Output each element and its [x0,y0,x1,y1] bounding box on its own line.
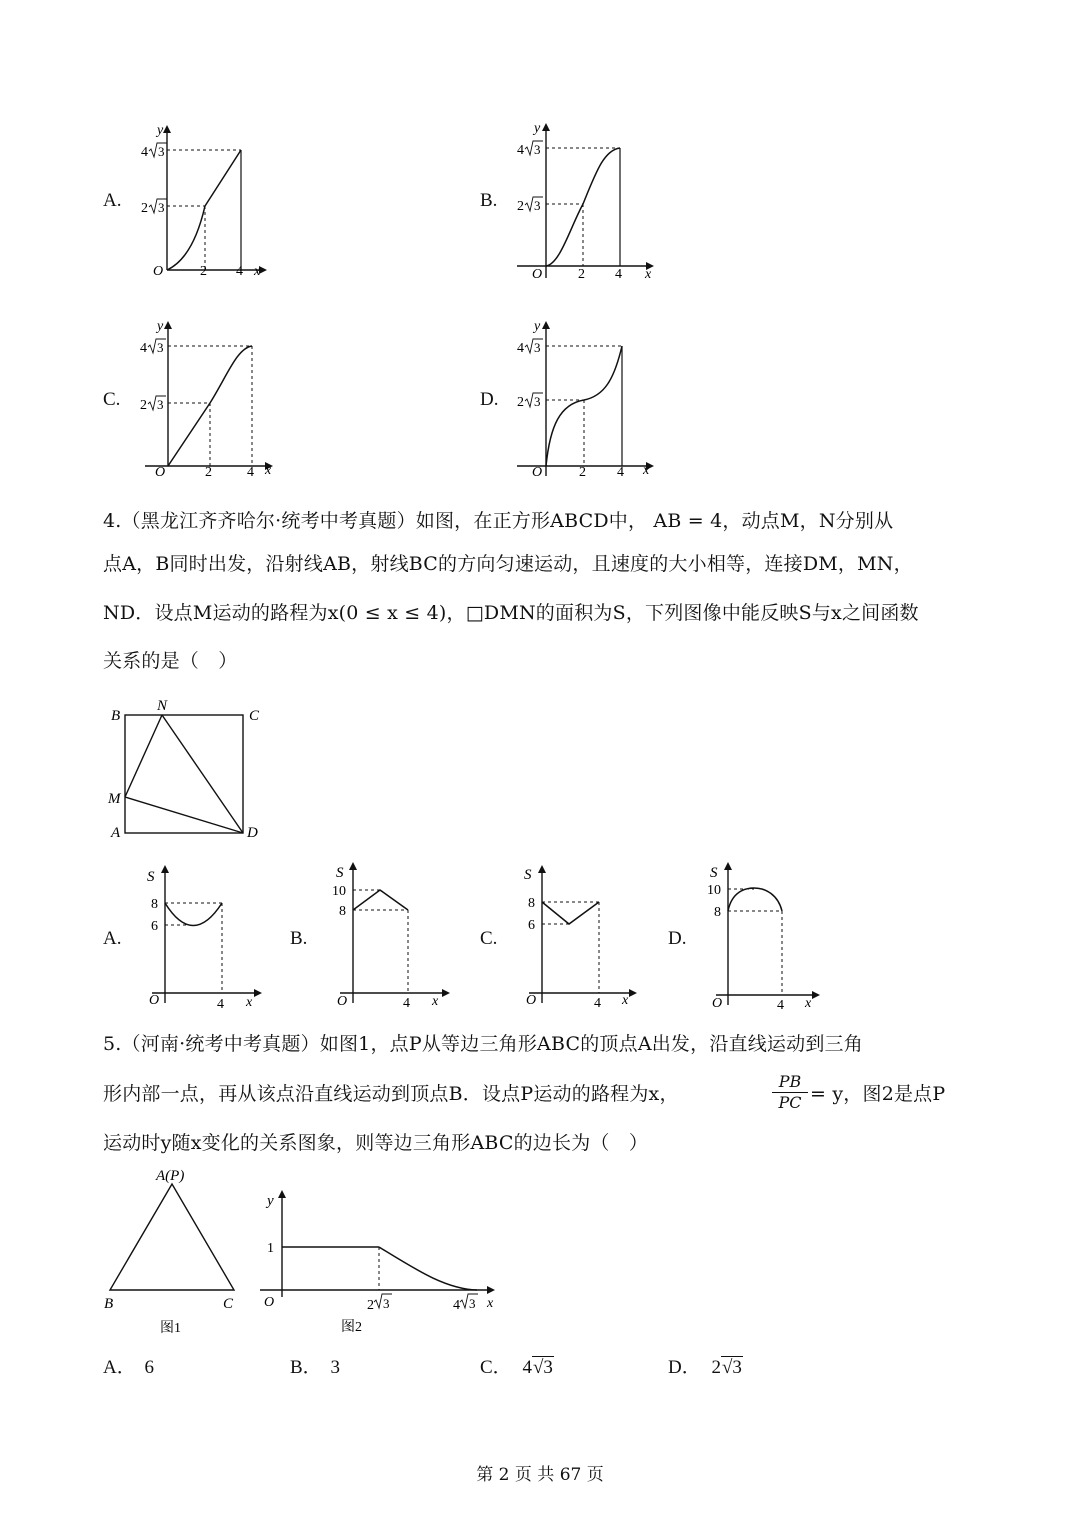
q5-option-c: C． 4√3 [480,1357,553,1378]
vertex-label-c: C [223,1296,234,1312]
tick-label: 6 [151,919,158,934]
tick-label: 3 [158,144,165,159]
q4-graph-b [328,855,453,1013]
vertex-label-c: C [249,708,260,724]
q3-option-c-label: C. [103,389,121,410]
tick-label: 1 [267,1241,274,1256]
vertex-label-a: A [111,825,121,841]
option-label: B． [290,1357,322,1378]
option-value: 3 [330,1357,340,1378]
figure-caption: 图2 [341,1320,362,1335]
q4-line-2: 点A，B同时出发，沿射线AB，射线BC的方向匀速运动，且速度的大小相等，连接DM，MN， [103,553,913,575]
y-axis-label: S [524,867,532,883]
origin-label: O [337,994,348,1009]
q3-graph-d [512,316,662,484]
q4-graph-d [704,855,829,1013]
tick-label: 10 [332,884,346,899]
y-axis-label: S [710,865,718,881]
q5-option-a [103,1352,154,1379]
origin-label: O [532,465,543,480]
tick-label: 4 [517,341,524,356]
q3-graph-b [512,118,662,286]
q4-option-d-label: D. [668,928,687,949]
q5-fraction [772,1072,808,1113]
y-axis-label: y [267,1193,274,1209]
tick-label: 2 [200,264,207,279]
q4-option-b-label: B. [290,928,308,949]
tick-label: 8 [714,905,721,920]
q5-line-3: 运动时y随x变化的关系图象，则等边三角形ABC的边长为（ ） [103,1132,649,1154]
option-label: A． [103,1357,136,1378]
x-axis-label: x [246,995,253,1010]
q4-option-c-label: C. [480,928,498,949]
tick-label: 3 [534,198,541,213]
x-axis-label: x [487,1296,494,1311]
q5-figure-1-triangle [100,1162,250,1342]
origin-label: O [532,267,543,282]
vertex-label-b: B [104,1296,114,1312]
q3-option-b-label: B. [480,190,498,211]
fraction-denominator: PC [772,1092,808,1113]
q4-square-figure [100,695,275,845]
tick-label: 2 [205,465,212,480]
q3-graph-c [135,316,280,484]
x-axis-label: x [643,463,650,478]
option-value: 2 [711,1357,721,1378]
y-axis-label: y [157,123,164,138]
option-value: 6 [144,1357,154,1378]
tick-label: 2 [517,395,524,410]
y-axis-label: S [336,865,344,881]
origin-label: O [526,993,537,1008]
q5-line-1: 5.（河南·统考中考真题）如图1，点P从等边三角形ABC的顶点A出发，沿直线运动到三角 [103,1033,863,1055]
tick-label: 3 [157,397,164,412]
tick-label: 3 [534,394,541,409]
tick-label: 2 [140,398,147,413]
tick-label: 8 [151,897,158,912]
page-footer: 第 2 页 共 67 页 [476,1465,604,1485]
tick-label: 2 [579,465,586,480]
x-axis-label: x [622,993,629,1008]
origin-label: O [264,1295,275,1310]
option-value: 4 [522,1357,532,1378]
tick-label: 10 [707,883,721,898]
tick-label: 3 [534,340,541,355]
figure-caption: 图1 [160,1321,181,1336]
tick-label: 3 [158,200,165,215]
tick-label: 4 [615,267,622,282]
x-axis-label: x [254,264,261,279]
x-axis-label: x [265,463,272,478]
tick-label: 4 [594,996,601,1011]
tick-label: 2 [517,199,524,214]
tick-label: 4 [453,1298,460,1313]
x-axis-label: x [645,267,652,282]
vertex-label-n: N [157,698,168,714]
tick-label: 4 [777,998,784,1013]
tick-label: 3 [383,1296,390,1311]
q5-line-2a: 形内部一点，再从该点沿直线运动到顶点B．设点P运动的路程为x， [103,1083,679,1105]
tick-label: 4 [217,997,224,1012]
vertex-label-b: B [111,708,121,724]
q4-option-a-label: A. [103,928,122,949]
tick-label: 4 [403,996,410,1011]
x-axis-label: x [805,996,812,1011]
q4-line-1: 4.（黑龙江齐齐哈尔·统考中考真题）如图，在正方形ABCD中， AB = 4，动点M，N分别从 [103,510,894,532]
tick-label: 3 [469,1296,476,1311]
fraction-numerator: PB [778,1072,802,1091]
q3-graph-a [135,120,275,285]
origin-label: O [712,996,723,1011]
q5-option-d: D． 2√3 [668,1357,742,1378]
tick-label: 2 [578,267,585,282]
q5-line-2b: = y，图2是点P [810,1083,946,1105]
tick-label: 3 [534,142,541,157]
tick-label: 4 [247,465,254,480]
vertex-label-d: D [247,825,258,841]
vertex-label-m: M [108,791,121,807]
origin-label: O [153,264,164,279]
q4-graph-a [140,858,265,1013]
q5-figure-2-graph [255,1185,505,1335]
q4-line-3: ND．设点M运动的路程为x(0 ≤ x ≤ 4)，□DMN的面积为S，下列图像中能反映S与x之间函数 [103,602,919,624]
q3-option-d-label: D. [480,389,499,410]
origin-label: O [155,465,166,480]
option-label: C． [480,1357,512,1378]
q3-option-a-label: A. [103,190,122,211]
q4-graph-c [517,858,642,1013]
tick-label: 6 [528,918,535,933]
tick-label: 4 [517,143,524,158]
y-axis-label: y [534,121,541,136]
q5-option-b [290,1352,340,1379]
origin-label: O [149,993,160,1008]
option-label: D． [668,1357,701,1378]
q4-line-4: 关系的是（ ） [103,650,238,672]
y-axis-label: S [147,869,155,885]
option-root: 3 [732,1357,742,1378]
y-axis-label: y [157,319,164,334]
vertex-label-a: A(P) [156,1168,185,1184]
tick-label: 2 [141,201,148,216]
tick-label: 4 [141,145,148,160]
tick-label: 4 [617,465,624,480]
tick-label: 3 [157,340,164,355]
tick-label: 4 [236,264,243,279]
option-root: 3 [543,1357,553,1378]
x-axis-label: x [432,994,439,1009]
tick-label: 2 [367,1298,374,1313]
tick-label: 8 [339,904,346,919]
tick-label: 4 [140,341,147,356]
y-axis-label: y [534,319,541,334]
tick-label: 8 [528,896,535,911]
